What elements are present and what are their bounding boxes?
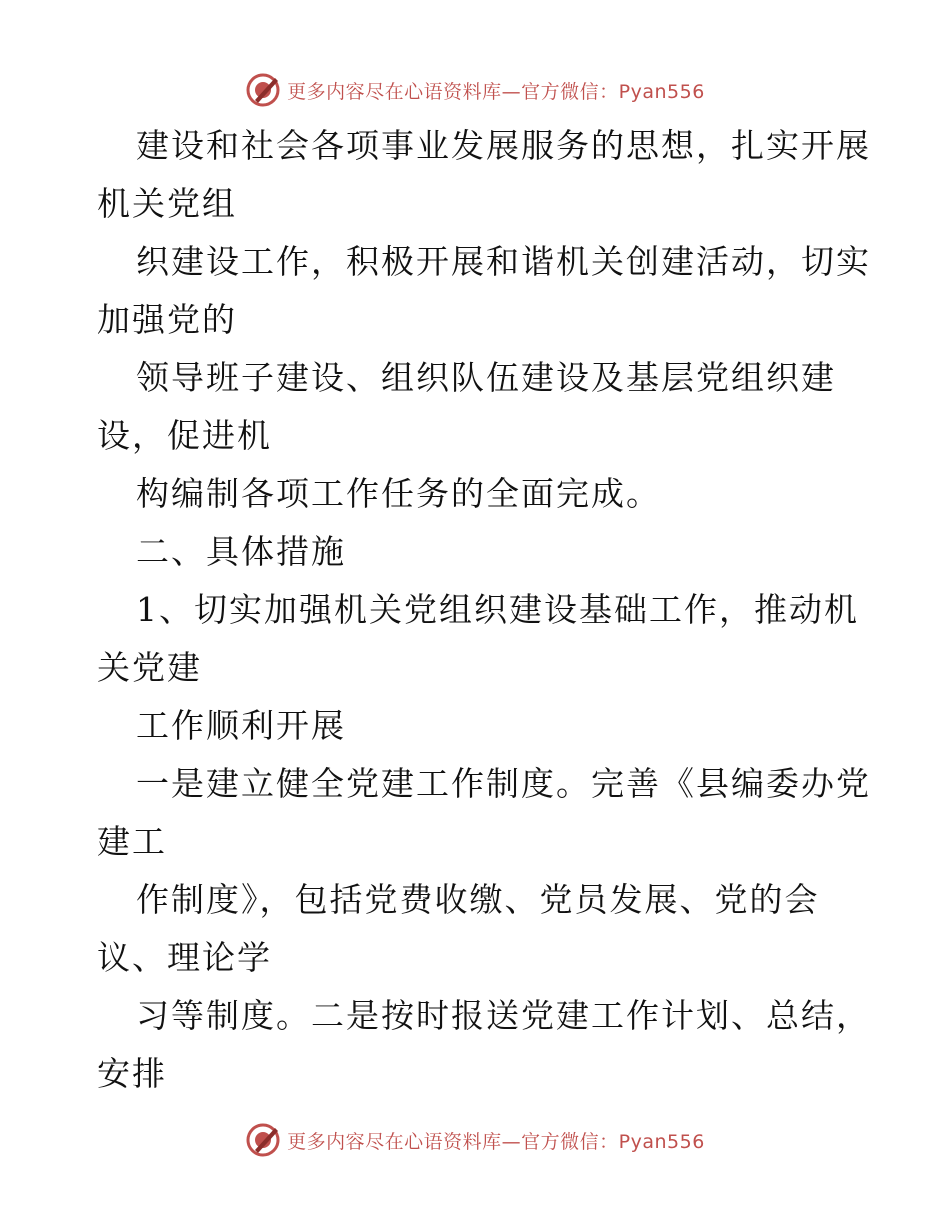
body-line: 1、切实加强机关党组织建设基础工作，推动机 xyxy=(136,590,859,629)
body-line: 关党建 xyxy=(97,648,202,687)
body-line: 织建设工作，积极开展和谐机关创建活动，切实 xyxy=(136,242,871,281)
body-line: 安排 xyxy=(97,1054,167,1093)
footer-banner-text: 更多内容尽在心语资料库—官方微信：Pyan556 xyxy=(287,1130,705,1153)
body-line: 构编制各项工作任务的全面完成。 xyxy=(136,474,661,513)
header-banner xyxy=(0,70,950,110)
pen-logo-icon xyxy=(245,1122,281,1158)
body-line: 加强党的 xyxy=(97,300,237,339)
section-heading: 二、具体措施 xyxy=(136,532,346,571)
body-line: 工作顺利开展 xyxy=(136,706,346,745)
body-line: 习等制度。二是按时报送党建工作计划、总结， xyxy=(136,996,871,1035)
body-line: 设，促进机 xyxy=(97,416,272,455)
body-line: 机关党组 xyxy=(97,184,237,223)
body-line: 领导班子建设、组织队伍建设及基层党组织建 xyxy=(136,358,836,397)
header-banner-text: 更多内容尽在心语资料库—官方微信：Pyan556 xyxy=(287,80,705,103)
body-line: 一是建立健全党建工作制度。完善《县编委办党 xyxy=(136,764,871,803)
body-line: 作制度》，包括党费收缴、党员发展、党的会 xyxy=(136,880,820,919)
pen-logo-icon xyxy=(245,72,281,108)
body-line: 建设和社会各项事业发展服务的思想，扎实开展 xyxy=(136,126,871,165)
body-line: 建工 xyxy=(97,822,167,861)
body-line: 议、理论学 xyxy=(97,938,272,977)
footer-banner xyxy=(0,1120,950,1160)
